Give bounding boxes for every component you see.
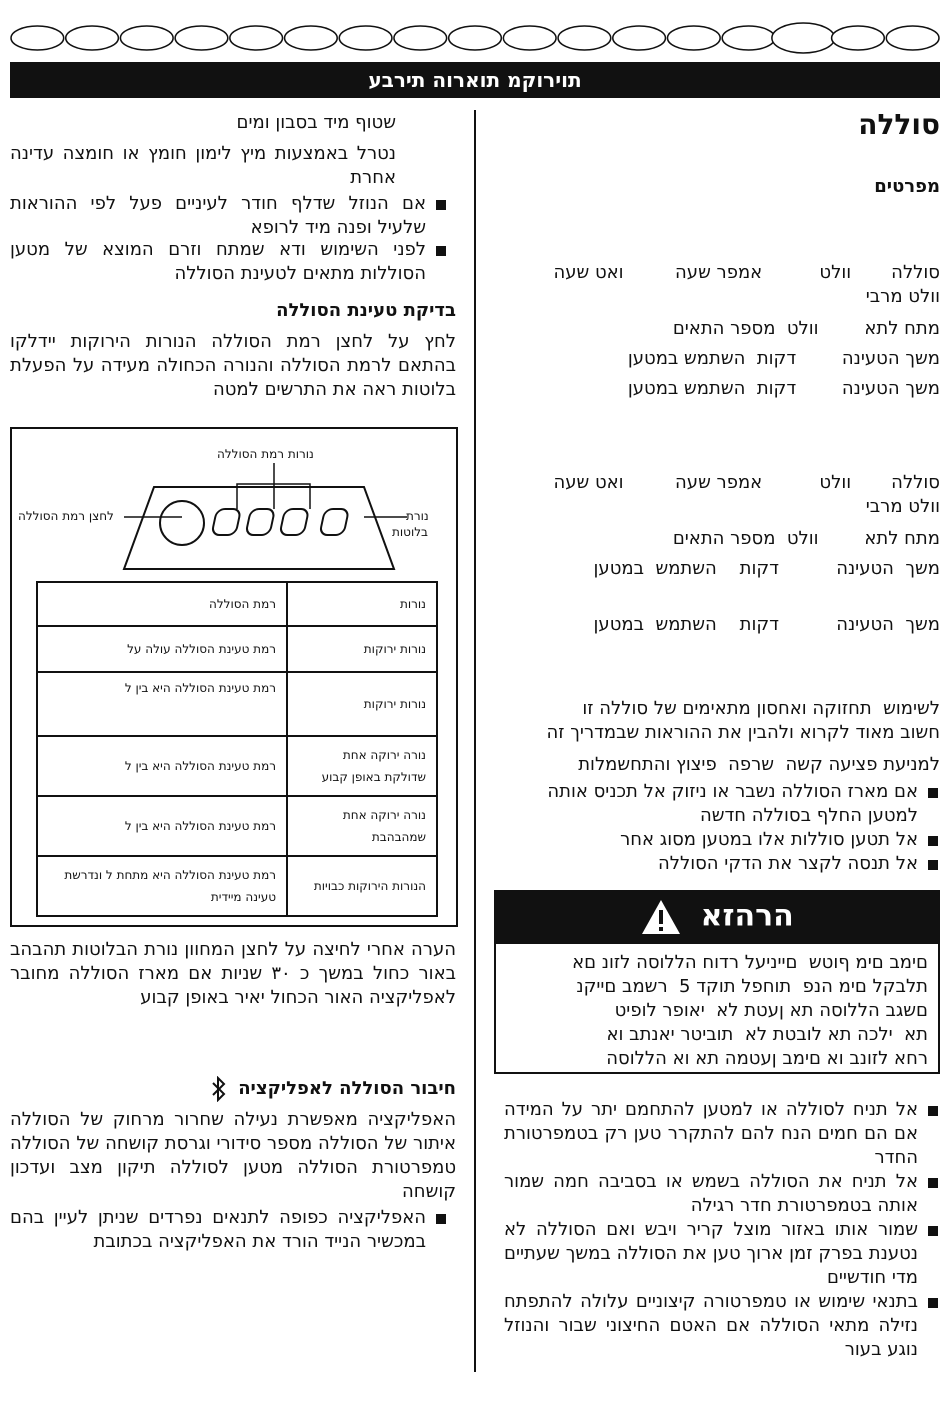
page-tab-oval: [66, 26, 119, 50]
table-cell: נורה ירוקה אחת שמהבהבת: [287, 796, 437, 856]
warning-line: תא ילכה תא לובטת לא תוביטר יאנתב וא: [606, 1024, 928, 1045]
list-item: [504, 1170, 918, 1218]
diagram-label-bluetooth: בלוטות: [392, 525, 428, 539]
spec-line: סוללה וולט אמפר שעה ואט שעה: [553, 472, 940, 493]
diagram-label-bluetooth: נורת: [406, 509, 429, 523]
table-row: [37, 582, 437, 626]
bullet-square-icon: [436, 200, 446, 210]
table-row: [37, 856, 437, 916]
diagram-label-leds: נורות רמת הסוללה: [217, 447, 314, 461]
bullet-square-icon: [928, 1226, 938, 1236]
list-item-text: אל תניח לסוללה או למטען להתחמם יתר על המידה אם הם חמים הנח להם להתקרר טען רק בטמפרטורת החדר: [504, 1099, 918, 1168]
page-tab-oval: [886, 26, 939, 50]
intro-line: לשימוש תחזוקה ואחסון מתאימים של סוללה זו: [582, 698, 940, 719]
intro-line: חשוב מאוד לקרוא ולהבין את ההוראות שבמדריך זה: [546, 722, 940, 743]
table-cell: רמת טעינת הסוללה היא בין ל: [37, 672, 287, 736]
app-paragraph: האפליקציה מאפשרת נעילה שחרור מרחוק של הסוללה איתור של הסוללה מספר סידורי וגרסת קושחה של הסוללה טמפרטורת הסוללה מטען לסוללה תיקון מצב ועדכון קושחה: [10, 1109, 456, 1202]
table-cell: נורות ירוקות: [287, 672, 437, 736]
page-tab-oval: [230, 26, 283, 50]
table-cell: נורות ירוקות: [287, 626, 437, 672]
table-cell: רמת הסוללה: [37, 582, 287, 626]
paragraph: נטרל באמצעות מיץ לימון חומץ או חומצה עדינה אחרת: [10, 143, 396, 188]
table-row: [37, 672, 437, 736]
led-status-table: [36, 581, 438, 917]
table-cell: הנורות הירוקות כבויות: [287, 856, 437, 916]
list-item-text: אם מארז הסוללה נשבר או ניזוק אל תכניס אותה למטען החלף בסוללה חדשה: [547, 781, 918, 826]
list-item: [10, 192, 426, 240]
page-tab-oval: [832, 26, 885, 50]
table-cell: רמת טעינת הסוללה היא מתחת ל ונדרשת טעינה מיידית: [37, 856, 287, 916]
note-paragraph: הערה אחרי לחיצה על לחצן המחוון נורת הבלוטות תהבהב באור כחול במשך כ ٣٠ שניות אם מארז הסוללה מחובר לאפליקציה האור הכחול יאיר באופן קבוע: [10, 939, 457, 1008]
table-cell: נורה ירוקה אחת שדולקת באופן קבוע: [287, 736, 437, 796]
spec-line: מתח לתא וולט מספר התאים: [672, 528, 940, 549]
spec-line: מתח לתא וולט מספר התאים: [672, 318, 940, 339]
spec-line: משך הטעינה דקות השתמש במטען: [593, 558, 940, 579]
app-heading: [210, 1076, 456, 1102]
table-row: [37, 736, 437, 796]
prevent-line: למניעת פציעה קשה שרפה פיצוץ והתחשמלות: [578, 754, 940, 775]
battery-diagram: [10, 427, 458, 927]
page-tab-oval: [667, 26, 720, 50]
section-title: סוללה: [858, 108, 940, 141]
page-tab-oval: [339, 26, 392, 50]
bullet-square-icon: [928, 1178, 938, 1188]
table-row: [37, 626, 437, 672]
list-item: [504, 1218, 918, 1290]
page-tab-oval: [722, 26, 775, 50]
warning-triangle-icon: [640, 898, 682, 936]
warning-title: הרהזא: [700, 898, 794, 934]
list-item: [10, 238, 426, 286]
spec-line: וולט מרבי: [865, 496, 940, 517]
list-item: [10, 1206, 426, 1254]
table-cell: רמת טעינת הסוללה היא בין ל: [37, 736, 287, 796]
language-header: תוירוקמ תוארוה תירבע: [10, 62, 940, 98]
bullet-square-icon: [928, 1298, 938, 1308]
spec-line: משך הטעינה דקות השתמש במטען: [593, 614, 940, 635]
page-tab-ovals: [10, 22, 940, 54]
page-tab-oval: [285, 26, 338, 50]
list-item-text: האפליקציה כפופה לתנאים נפרדים שניתן לעיין בהם במכשיר הנייד הורד את האפליקציה בכתובת: [10, 1207, 426, 1252]
list-item-text: אל תטען סוללות אלו במטען מסוג אחר: [620, 829, 918, 850]
diagram-label-button: לחצן רמת הסוללה: [18, 509, 114, 523]
list-item: [504, 852, 918, 876]
table-cell: נורות: [287, 582, 437, 626]
ovals-graphic: [10, 22, 940, 54]
paragraph-line: שטוף מיד בסבון ומים: [236, 112, 396, 133]
page-tab-oval: [394, 26, 447, 50]
spec-line: וולט מרבי: [865, 286, 940, 307]
bullet-square-icon: [928, 1106, 938, 1116]
warning-line: רחא לזונב וא םימב ןעטמה תא וא הללוסה: [606, 1048, 928, 1069]
warning-line: םימב םימ ףוטש םייניעל רדוח הללוסה לזונ םא: [572, 952, 928, 973]
list-item: [504, 780, 918, 828]
warning-line: תלבקל םימ הנפ תוחפל תוקד 5 רשמב םייקנ: [576, 976, 928, 997]
list-item-text: בתנאי שימוש או טמפרטורה קיצוניים עלולה להתפתח נזילה מתאי הסוללה אם האטם החיצוני שבור והנוזל נוגע בעור: [504, 1291, 918, 1360]
list-item: [504, 828, 918, 852]
spec-line: משך הטעינה דקות השתמש במטען: [627, 378, 940, 399]
page-tab-oval: [503, 26, 556, 50]
spec-line: סוללה וולט אמפר שעה ואט שעה: [553, 262, 940, 283]
column-divider: [474, 110, 476, 1372]
page-tab-oval: [772, 23, 835, 53]
spec-line: משך הטעינה דקות השתמש במטען: [627, 348, 940, 369]
warning-header: [494, 890, 940, 942]
app-heading-text: חיבור הסוללה לאפליקציה: [238, 1078, 456, 1099]
page-tab-oval: [449, 26, 502, 50]
table-row: [37, 796, 437, 856]
bullet-square-icon: [436, 246, 446, 256]
bullet-square-icon: [928, 836, 938, 846]
list-item-text: אם הנוזל שדלף חודר לעיניים פעל לפי ההוראות שלעיל ופנה מיד לרופא: [10, 193, 426, 238]
page-tab-oval: [175, 26, 228, 50]
list-item: [504, 1098, 918, 1170]
bluetooth-icon: [210, 1076, 228, 1102]
list-item-text: אל תנסה לקצר את הדקי הסוללה: [658, 853, 918, 874]
page-tab-oval: [613, 26, 666, 50]
check-paragraph: לחץ על לחצן רמת הסוללה הנורות הירוקות יידלקו בהתאם לרמת הסוללה והנורה הכחולה מעידה על הפעלת בלוטות ראה את התרשים למטה: [10, 331, 456, 400]
list-item: [504, 1290, 918, 1362]
bullet-square-icon: [928, 860, 938, 870]
warning-line: םשגב הללוסה תא ןעטת לא יאופר לופיט: [614, 1000, 928, 1021]
bullet-square-icon: [928, 788, 938, 798]
table-cell: רמת טעינת הסוללה היא בין ל: [37, 796, 287, 856]
list-item-text: שמור אותו באזור מוצל קריר ויבש ואם הסוללה לא נטענת בפרק זמן ארוך טען את הסוללה במשך שעתיים מדי חודשיים: [504, 1219, 918, 1288]
page-tab-oval: [558, 26, 611, 50]
specs-heading: מפרטים: [874, 176, 940, 197]
bullet-square-icon: [436, 1214, 446, 1224]
check-heading: בדיקת טעינת הסוללה: [276, 300, 456, 321]
table-cell: רמת טעינת הסוללה עולה על: [37, 626, 287, 672]
page-tab-oval: [11, 26, 64, 50]
page-tab-oval: [120, 26, 173, 50]
list-item-text: לפני השימוש ודא שמתח וזרם המוצא של מטען הסוללות מתאים לטעינת הסוללה: [10, 239, 426, 284]
list-item-text: אל תניח את הסוללה בשמש או בסביבה חמה שמור אותה בטמפרטורת חדר רגילה: [504, 1171, 918, 1216]
